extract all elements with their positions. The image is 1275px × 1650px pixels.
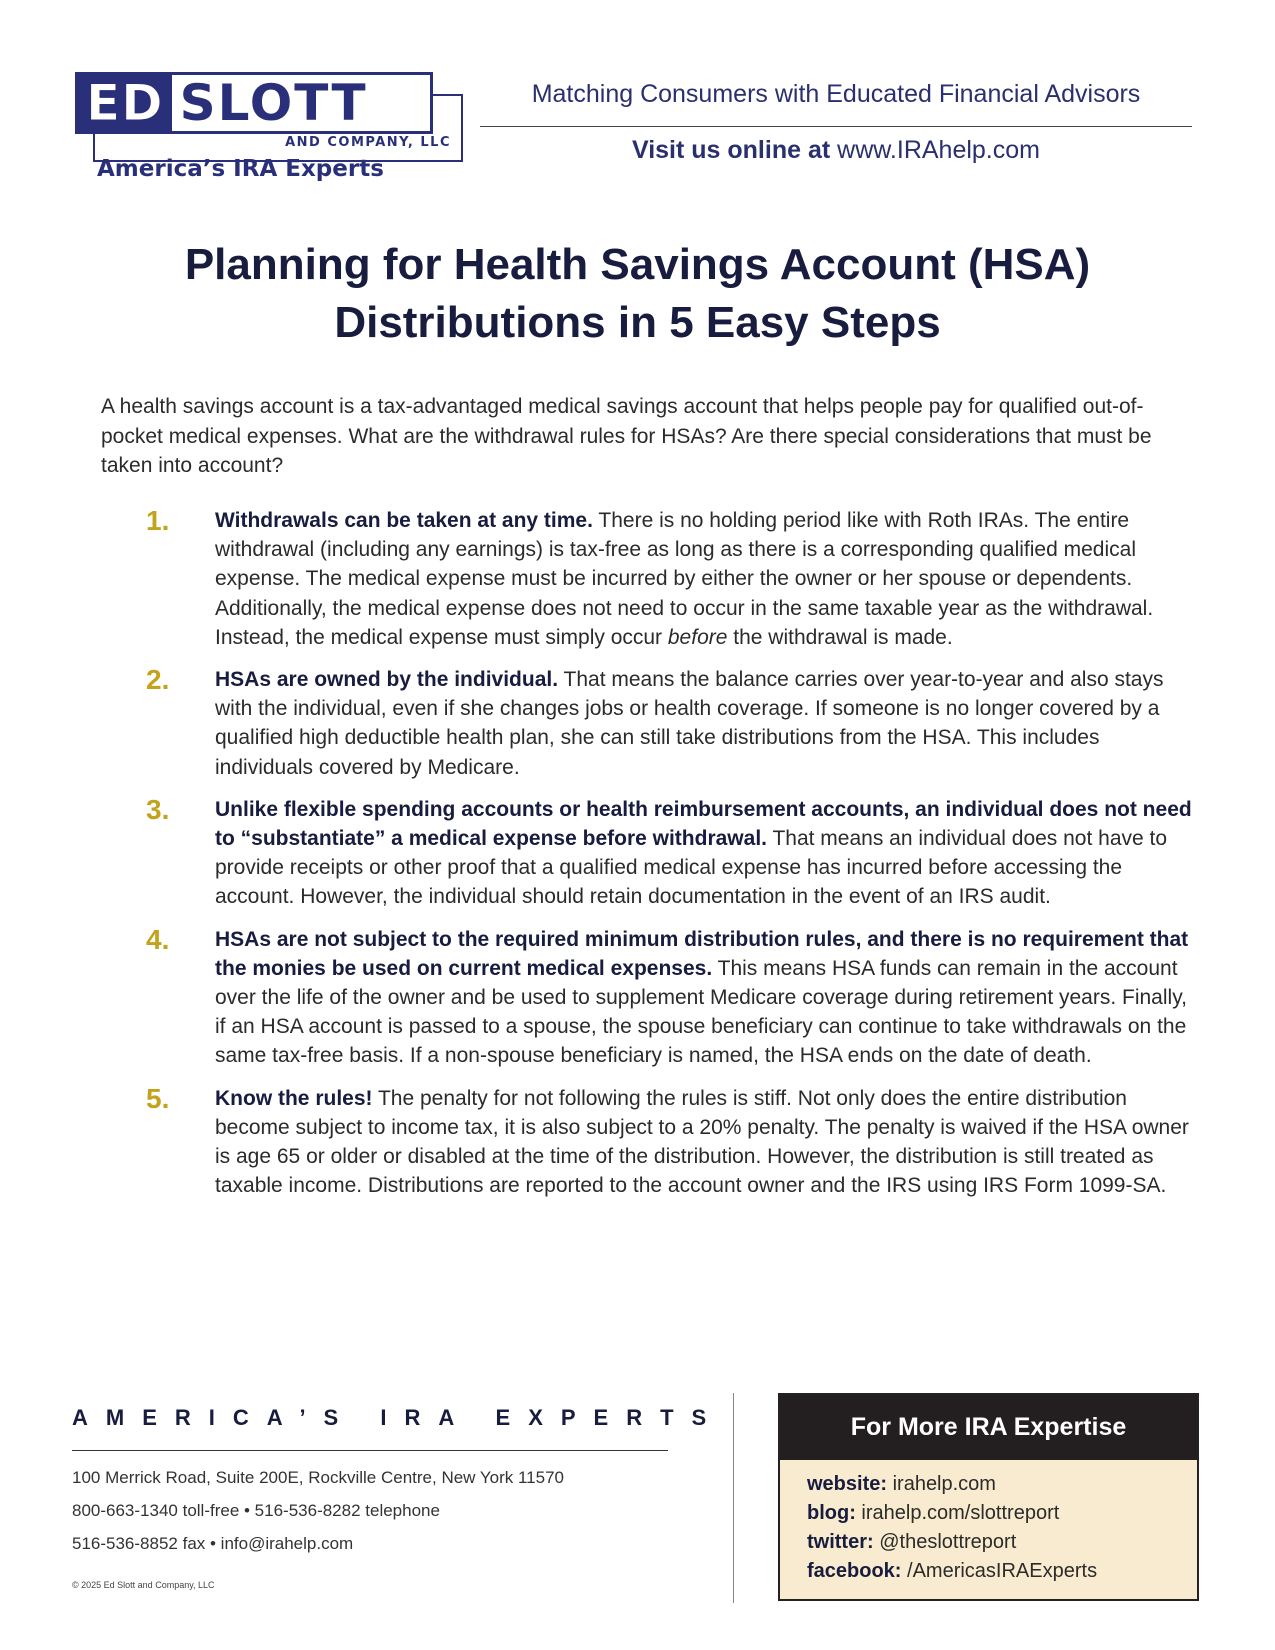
intro-paragraph: A health savings account is a tax-advantaged medical savings account that helps people pay for qualified out-of-pocket medical expenses. What are the withdrawal rules for HSAs? Are there special considerations that must be taken into account? [101, 395, 1152, 477]
step-lead: HSAs are owned by the individual. [215, 668, 559, 692]
logo-ed: ED [78, 75, 172, 131]
step-emphasis: before [667, 625, 728, 649]
step-item [146, 1084, 1196, 1201]
box-title: For More IRA Expertise [780, 1395, 1197, 1460]
step-detail: That means the balance carries over year-to-year and also stays with the individual, even if she changes jobs or health coverage. If someone is no longer covered by a qualified high deductible health plan, she can still take distributions from the HSA. This includes individuals covered by Medicare. [215, 668, 1164, 779]
header-divider [480, 126, 1192, 127]
step-lead: Unlike flexible spending accounts or health reimbursement accounts, an individual does not need to “substantiate” a medical expense before withdrawal. [215, 797, 1192, 851]
step-number: 2. [146, 664, 170, 696]
footer-divider [72, 1450, 668, 1451]
page-title [0, 236, 1275, 352]
step-number: 1. [146, 505, 170, 536]
step-item [146, 506, 1196, 652]
step-number: 4. [146, 923, 170, 955]
footer-address: 100 Merrick Road, Suite 200E, Rockville Centre, New York 11570 [72, 1468, 564, 1487]
steps-list [146, 506, 1196, 1213]
step-item [146, 925, 1196, 1071]
step-detail: That means an individual does not have to provide receipts or other proof that a qualified medical expense has incurred before accessing the account. However, the individual should retain documentation in the event of an IRS audit. [215, 827, 1168, 909]
box-links [780, 1460, 1197, 1586]
footer-heading: AMERICA’S IRA EXPERTS [72, 1405, 725, 1430]
step-detail-end: the withdrawal is made. [727, 625, 953, 649]
blog-link[interactable] [807, 1499, 1197, 1528]
copyright: © 2025 Ed Slott and Company, LLC [72, 1580, 215, 1590]
link-label: blog: [807, 1502, 856, 1524]
footer-phones: 800-663-1340 toll-free • 516-536-8282 telephone [72, 1501, 440, 1520]
visit-url-link[interactable]: www.IRAhelp.com [837, 136, 1040, 164]
step-item [146, 795, 1196, 912]
step-text [215, 925, 1196, 1071]
header-tagline: Matching Consumers with Educated Financial Advisors [531, 80, 1141, 108]
title-line-2: Distributions in 5 Easy Steps [334, 298, 941, 347]
link-label: facebook: [807, 1560, 902, 1582]
title-line-1: Planning for Health Savings Account (HSA) [184, 240, 1091, 289]
website-link[interactable] [807, 1470, 1197, 1499]
more-expertise-box [778, 1393, 1199, 1601]
twitter-link[interactable] [807, 1528, 1197, 1557]
link-label: website: [807, 1473, 888, 1495]
step-text [215, 506, 1196, 652]
step-number: 3. [146, 793, 170, 825]
step-lead: HSAs are not subject to the required minimum distribution rules, and there is no requirement that the monies be used on current medical expenses. [215, 927, 1189, 980]
step-detail: The penalty for not following the rules is stiff. Not only does the entire distribution become subject to income tax, it is also subject to a 20% penalty. The penalty is waived if the HSA owner is age 65 or older or disabled at the time of the distribution. However, the distribution is still treated as taxable income. Distributions are reported to the account owner and the IRS using IRS Form 1099-SA. [215, 1086, 1189, 1198]
step-detail: This means HSA funds can remain in the account over the life of the owner and be used to supplement Medicare coverage during retirement years. Finally, if an HSA account is passed to a spouse, the spouse beneficiary can continue to take withdrawals on the same tax-free basis. If a non-spouse beneficiary is named, the HSA ends on the date of death. [215, 956, 1187, 1068]
link-value: @theslottreport [873, 1531, 1017, 1553]
step-number: 5. [146, 1082, 170, 1114]
link-label: twitter: [807, 1531, 874, 1553]
logo-company: AND COMPANY, LLC [285, 135, 451, 150]
link-value: irahelp.com [887, 1473, 996, 1495]
step-text [215, 1084, 1196, 1201]
logo-front-frame [75, 72, 433, 134]
logo-slott: SLOTT [179, 74, 368, 132]
link-value: irahelp.com/slottreport [855, 1502, 1060, 1524]
logo-tagline: America’s IRA Experts [97, 156, 384, 182]
step-item [146, 665, 1196, 782]
visit-label: Visit us online at [631, 136, 831, 164]
link-value: /AmericasIRAExperts [901, 1560, 1098, 1582]
visit-line [480, 136, 1192, 165]
step-text [215, 665, 1196, 782]
facebook-link[interactable] [807, 1557, 1197, 1586]
step-lead: Withdrawals can be taken at any time. [215, 509, 593, 532]
footer-vertical-divider [733, 1393, 734, 1603]
footer-fax-email: 516-536-8852 fax • info@irahelp.com [72, 1534, 354, 1553]
company-logo [75, 72, 465, 187]
step-detail: There is no holding period like with Roth IRAs. The entire withdrawal (including any earnings) is tax-free as long as there is a corresponding qualified medical expense. The medical expense must be incurred by either the owner or her spouse or dependents. Additionally, the medical expense does not need to occur in the same taxable year as the withdrawal. Instead, the medical expense must simply occur [215, 509, 1154, 649]
step-text [215, 795, 1196, 912]
step-lead: Know the rules! [215, 1086, 373, 1110]
